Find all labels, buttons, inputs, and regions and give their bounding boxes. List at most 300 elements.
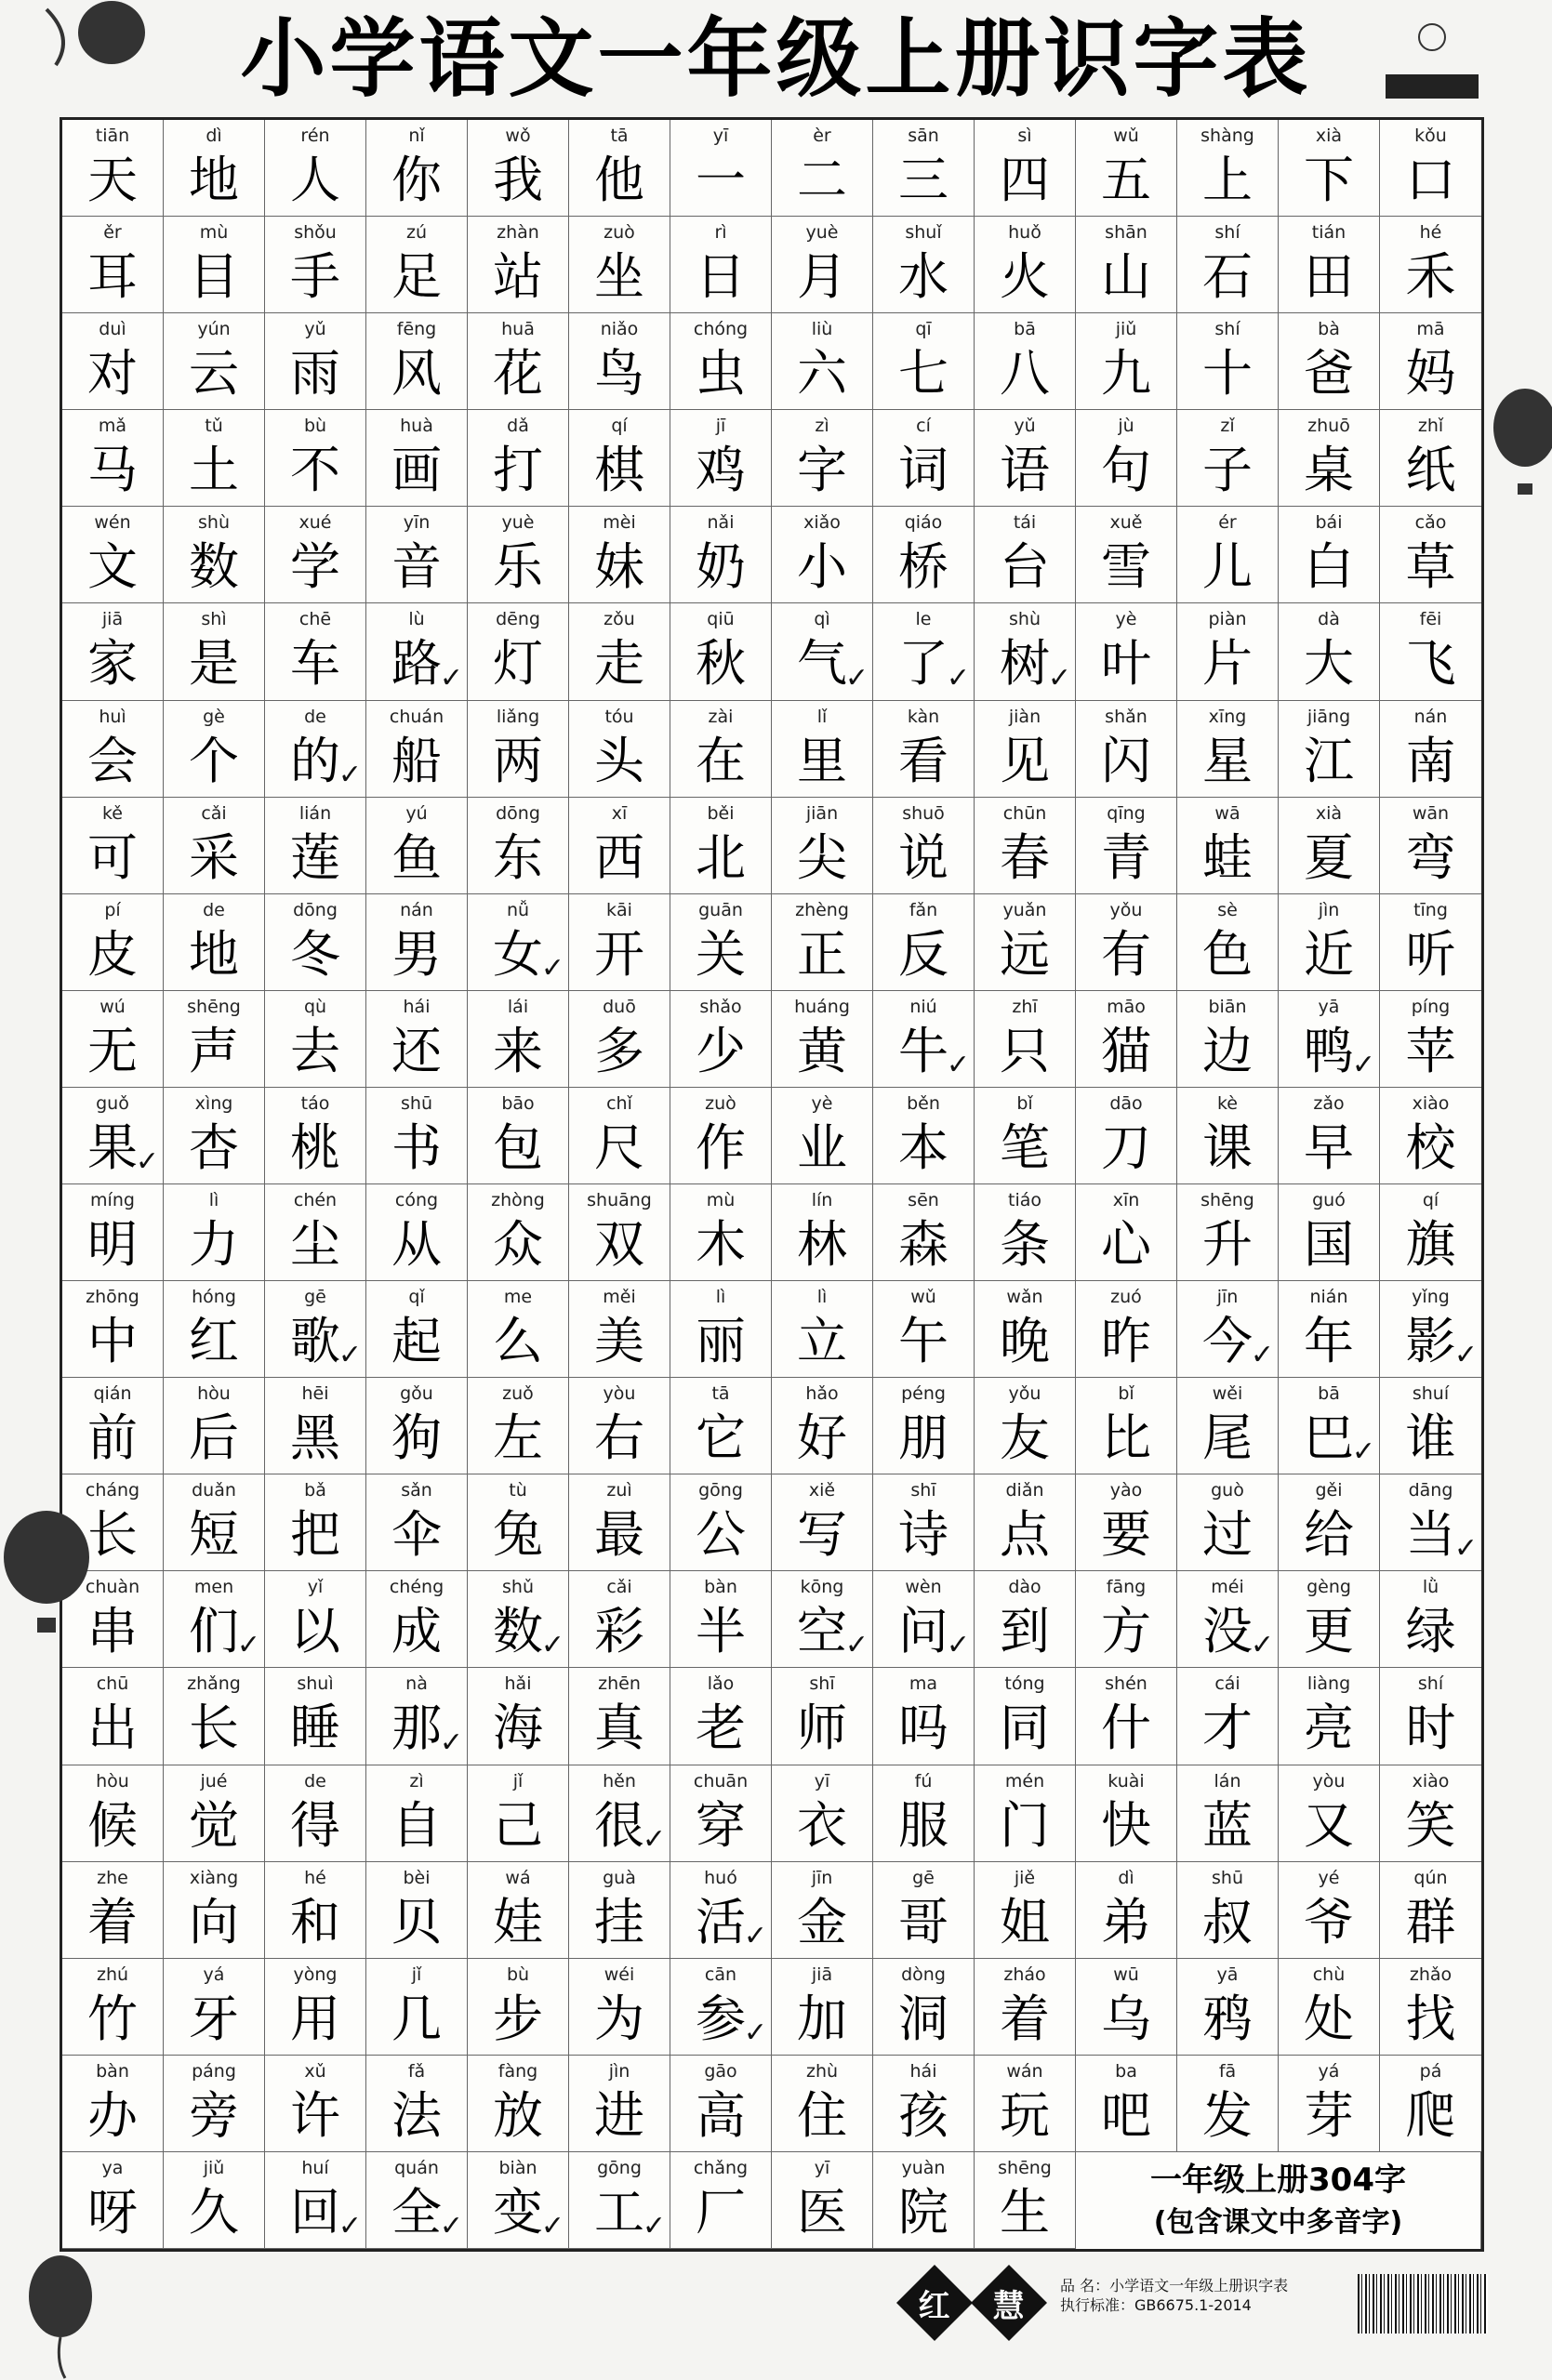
pinyin: yè	[811, 1092, 833, 1114]
pinyin: niú	[909, 996, 937, 1017]
char-cell	[1177, 894, 1279, 991]
hanzi: 右	[594, 1408, 644, 1468]
pinyin: yú	[405, 802, 428, 824]
hanzi: 着	[1000, 1989, 1050, 2048]
char-cell	[1380, 507, 1481, 603]
pinyin: xuě	[1109, 512, 1143, 534]
hanzi: 笑	[1405, 1795, 1456, 1855]
pinyin: zuǒ	[502, 1383, 534, 1405]
pinyin: zì	[815, 416, 829, 437]
char-cell	[975, 1088, 1076, 1184]
pinyin: yòu	[1312, 1770, 1346, 1792]
char-cell	[468, 2152, 569, 2249]
hanzi: 十	[1202, 344, 1253, 403]
hanzi: 鸦	[1202, 1989, 1253, 2048]
product-info	[1060, 2276, 1288, 2315]
char-cell	[1076, 1765, 1177, 1862]
pinyin: píng	[1411, 996, 1451, 1017]
char-cell	[975, 2056, 1076, 2152]
char-cell	[670, 217, 772, 313]
pinyin: cǎi	[201, 802, 227, 824]
char-cell	[62, 313, 164, 410]
hanzi: 近	[1304, 924, 1354, 984]
hanzi: 六	[797, 344, 847, 403]
hanzi: 尖	[797, 827, 847, 887]
char-cell	[873, 603, 975, 700]
hanzi: 变	[493, 2182, 543, 2241]
char-cell	[468, 603, 569, 700]
hanzi: 活	[696, 1892, 746, 1951]
char-cell	[164, 1959, 265, 2056]
pinyin: hēi	[301, 1383, 329, 1405]
hanzi: 串	[87, 1602, 138, 1661]
pinyin: piàn	[1208, 609, 1247, 630]
char-cell	[569, 1862, 670, 1959]
char-cell	[62, 991, 164, 1088]
hanzi: 男	[391, 924, 442, 984]
char-cell	[1380, 991, 1481, 1088]
hanzi: 森	[898, 1215, 948, 1274]
hanzi: 田	[1304, 247, 1354, 307]
hanzi: 禾	[1405, 247, 1456, 307]
pinyin: mèi	[603, 512, 636, 534]
hanzi: 同	[1000, 1699, 1050, 1758]
pinyin: měi	[603, 1287, 636, 1308]
pinyin: xià	[1315, 126, 1343, 146]
hanzi: 亮	[1304, 1699, 1354, 1758]
hanzi: 海	[493, 1699, 543, 1758]
char-cell	[468, 1184, 569, 1281]
pinyin: wǒ	[505, 126, 531, 146]
char-cell	[1076, 1088, 1177, 1184]
hanzi: 天	[87, 151, 138, 209]
char-cell	[1076, 313, 1177, 410]
pinyin: de	[304, 706, 326, 727]
hanzi: 用	[290, 1989, 340, 2048]
char-cell	[670, 313, 772, 410]
char-cell	[772, 217, 873, 313]
char-cell	[569, 313, 670, 410]
char-cell	[265, 1571, 366, 1668]
hanzi: 最	[594, 1505, 644, 1565]
char-cell	[468, 1474, 569, 1571]
pinyin: huā	[501, 319, 535, 340]
char-cell	[164, 410, 265, 507]
hanzi: 成	[391, 1602, 442, 1661]
pinyin: yī	[814, 1770, 830, 1792]
pinyin: shuǐ	[905, 222, 942, 244]
hanzi: 大	[1304, 634, 1354, 694]
char-cell	[772, 701, 873, 798]
char-cell	[62, 1184, 164, 1281]
char-cell	[1279, 120, 1380, 217]
char-cell	[569, 1281, 670, 1378]
hanzi: 办	[87, 2085, 138, 2145]
pinyin: wǔ	[910, 1287, 936, 1308]
char-cell	[1076, 1862, 1177, 1959]
hanzi: 立	[797, 1312, 847, 1371]
hanzi: 竹	[87, 1989, 138, 2048]
pinyin: gē	[912, 1867, 935, 1888]
hanzi: 处	[1304, 1989, 1354, 2048]
hanzi: 虫	[696, 344, 746, 403]
char-cell	[265, 120, 366, 217]
pinyin: wǎn	[1006, 1287, 1043, 1308]
pinyin: fú	[914, 1770, 933, 1792]
pinyin: gōng	[698, 1480, 743, 1501]
hanzi: 到	[1000, 1602, 1050, 1661]
pinyin: yòng	[293, 1964, 338, 1985]
hanzi: 群	[1405, 1892, 1456, 1951]
hanzi: 秋	[696, 634, 746, 694]
char-cell	[366, 2152, 468, 2249]
pinyin: shǒu	[294, 222, 337, 244]
char-cell	[468, 1959, 569, 2056]
hanzi: 石	[1202, 247, 1253, 307]
pinyin: chéng	[389, 1577, 444, 1598]
char-cell	[62, 120, 164, 217]
hanzi: 笔	[1000, 1117, 1050, 1177]
hanzi: 月	[797, 247, 847, 307]
hanzi: 里	[797, 731, 847, 790]
hanzi: 皮	[87, 924, 138, 984]
pinyin: zuó	[1110, 1287, 1142, 1308]
char-cell	[1279, 1668, 1380, 1765]
pinyin: yǐ	[307, 1577, 324, 1598]
char-cell	[265, 1668, 366, 1765]
hanzi: 黑	[290, 1408, 340, 1468]
char-cell	[164, 313, 265, 410]
pinyin: zhe	[97, 1867, 128, 1888]
pinyin: qì	[814, 609, 830, 630]
hanzi: 会	[87, 731, 138, 790]
pinyin: fā	[1218, 2060, 1237, 2082]
hanzi: 法	[391, 2085, 442, 2145]
hanzi: 还	[391, 1021, 442, 1080]
char-cell	[975, 1474, 1076, 1571]
char-cell	[1076, 120, 1177, 217]
pinyin: kǒu	[1414, 126, 1447, 146]
char-cell	[366, 217, 468, 313]
char-cell	[366, 1088, 468, 1184]
char-cell	[265, 1378, 366, 1474]
char-cell	[772, 313, 873, 410]
hanzi: 要	[1101, 1505, 1151, 1565]
char-cell	[975, 894, 1076, 991]
char-cell	[1076, 798, 1177, 894]
char-cell	[1177, 1571, 1279, 1668]
char-cell	[265, 991, 366, 1088]
hanzi: 学	[290, 537, 340, 597]
hanzi: 心	[1101, 1215, 1151, 1274]
pinyin: lì	[715, 1287, 726, 1308]
pinyin: tián	[1311, 222, 1346, 244]
hanzi: 无	[87, 1021, 138, 1080]
char-cell	[975, 2152, 1076, 2249]
hanzi: 采	[189, 827, 239, 887]
hanzi: 路	[391, 634, 442, 694]
hanzi: 风	[391, 344, 442, 403]
hanzi: 全	[391, 2182, 442, 2241]
char-cell	[468, 1281, 569, 1378]
char-cell	[873, 507, 975, 603]
pinyin: yá	[203, 1964, 225, 1985]
hanzi: 没	[1202, 1602, 1253, 1661]
pinyin: qiáo	[904, 512, 943, 534]
pinyin: sè	[1217, 899, 1238, 920]
hanzi: 参	[696, 1989, 746, 2048]
char-cell	[873, 1281, 975, 1378]
pinyin: huó	[704, 1867, 737, 1888]
pinyin: shàng	[1200, 126, 1254, 146]
hanzi: 后	[189, 1408, 239, 1468]
pinyin: sì	[1017, 126, 1032, 146]
hanzi: 地	[189, 151, 239, 209]
pinyin: qún	[1413, 1867, 1448, 1888]
hanzi: 了	[898, 634, 948, 694]
hanzi: 四	[1000, 151, 1050, 209]
char-cell	[468, 798, 569, 894]
hanzi: 口	[1405, 151, 1456, 209]
char-cell	[975, 1765, 1076, 1862]
char-cell	[265, 1184, 366, 1281]
char-cell	[164, 1378, 265, 1474]
hanzi: 词	[898, 441, 948, 500]
char-cell	[366, 1184, 468, 1281]
pinyin: tóng	[1004, 1673, 1045, 1695]
hanzi: 今	[1202, 1312, 1253, 1371]
pinyin: liǎng	[496, 706, 540, 727]
hanzi: 马	[87, 441, 138, 500]
pinyin: shǎo	[699, 996, 742, 1017]
char-cell	[265, 410, 366, 507]
pinyin: lán	[1214, 1770, 1241, 1792]
char-cell	[569, 701, 670, 798]
hanzi: 着	[87, 1892, 138, 1951]
char-cell	[265, 1474, 366, 1571]
char-cell	[265, 1959, 366, 2056]
char-cell	[1380, 701, 1481, 798]
hanzi: 以	[290, 1602, 340, 1661]
pinyin: lǐ	[816, 706, 828, 727]
hanzi: 星	[1202, 731, 1253, 790]
balloon-decoration-icon	[37, 0, 149, 74]
hanzi: 你	[391, 151, 442, 209]
hanzi: 挂	[594, 1892, 644, 1951]
char-cell	[975, 313, 1076, 410]
char-cell	[265, 1088, 366, 1184]
hanzi: 发	[1202, 2085, 1253, 2145]
char-cell	[164, 2152, 265, 2249]
pinyin: dì	[206, 126, 222, 146]
pinyin: bàn	[96, 2060, 129, 2082]
hanzi: 左	[493, 1408, 543, 1468]
hanzi: 日	[696, 247, 746, 307]
pinyin: zhǎng	[187, 1673, 241, 1695]
pinyin: lái	[507, 996, 529, 1017]
hanzi: 老	[696, 1699, 746, 1758]
hanzi: 门	[1000, 1795, 1050, 1855]
char-cell	[1177, 603, 1279, 700]
pinyin: hǎo	[805, 1383, 839, 1405]
hanzi: 快	[1101, 1795, 1151, 1855]
hanzi: 医	[797, 2182, 847, 2241]
hanzi: 车	[290, 634, 340, 694]
pinyin: nǐ	[408, 126, 425, 146]
hanzi: 公	[696, 1505, 746, 1565]
hanzi: 半	[696, 1602, 746, 1661]
summary-note: (包含课文中多音字)	[1153, 2205, 1403, 2239]
char-cell	[468, 217, 569, 313]
char-cell	[975, 410, 1076, 507]
char-cell	[975, 217, 1076, 313]
char-cell	[265, 217, 366, 313]
hanzi: 气	[797, 634, 847, 694]
hanzi: 和	[290, 1892, 340, 1951]
char-cell	[1076, 1281, 1177, 1378]
pinyin: chuān	[693, 1770, 749, 1792]
pinyin: hé	[1419, 222, 1442, 244]
pinyin: fēi	[1419, 609, 1442, 630]
char-cell	[62, 1668, 164, 1765]
char-cell	[468, 507, 569, 603]
char-cell	[164, 1862, 265, 1959]
summary-count: 一年级上册304字	[1150, 2161, 1406, 2199]
char-cell	[873, 2056, 975, 2152]
pinyin: tǔ	[205, 416, 223, 437]
hanzi: 音	[391, 537, 442, 597]
char-cell	[164, 120, 265, 217]
pinyin: sēn	[908, 1190, 939, 1210]
char-cell	[1177, 798, 1279, 894]
hanzi: 弯	[1405, 827, 1456, 887]
hanzi: 几	[391, 1989, 442, 2048]
hanzi: 条	[1000, 1215, 1050, 1274]
char-cell	[1076, 410, 1177, 507]
hanzi: 中	[87, 1312, 138, 1371]
pinyin: jī	[715, 416, 726, 437]
hanzi: 手	[290, 247, 340, 307]
char-cell	[1279, 991, 1380, 1088]
hanzi: 儿	[1202, 537, 1253, 597]
char-cell	[975, 603, 1076, 700]
char-cell	[468, 894, 569, 991]
char-cell	[1076, 1378, 1177, 1474]
hanzi: 己	[493, 1795, 543, 1855]
hanzi: 牙	[189, 1989, 239, 2048]
hanzi: 一	[696, 151, 746, 209]
hanzi: 那	[391, 1699, 442, 1758]
char-cell	[1279, 217, 1380, 313]
char-cell	[1380, 894, 1481, 991]
char-cell	[1380, 1959, 1481, 2056]
hanzi: 的	[290, 731, 340, 790]
char-cell	[1076, 217, 1177, 313]
pinyin: wǔ	[1113, 126, 1139, 146]
pinyin: hòu	[96, 1770, 129, 1792]
hanzi: 方	[1101, 1602, 1151, 1661]
pinyin: zhōng	[86, 1287, 139, 1308]
hanzi: 前	[87, 1408, 138, 1468]
pinyin: bèi	[403, 1867, 431, 1888]
pinyin: xī	[611, 802, 628, 824]
char-cell	[1177, 507, 1279, 603]
pinyin: fǎ	[407, 2060, 426, 2082]
hanzi: 国	[1304, 1215, 1354, 1274]
hanzi: 力	[189, 1215, 239, 1274]
pinyin: páng	[192, 2060, 236, 2082]
char-cell	[62, 2056, 164, 2152]
pinyin: mǎ	[98, 416, 127, 437]
pinyin: lián	[298, 802, 332, 824]
char-cell	[1380, 120, 1481, 217]
char-cell	[265, 603, 366, 700]
pinyin: mén	[1004, 1770, 1045, 1792]
pinyin: qù	[303, 996, 327, 1017]
pinyin: xiǎo	[803, 512, 841, 534]
pinyin: guān	[698, 899, 743, 920]
char-cell	[1279, 1088, 1380, 1184]
pinyin: māo	[1107, 996, 1146, 1017]
pinyin: èr	[813, 126, 831, 146]
char-cell	[569, 217, 670, 313]
char-cell	[670, 701, 772, 798]
char-cell	[873, 1765, 975, 1862]
pinyin: jīn	[811, 1867, 833, 1888]
hanzi: 把	[290, 1505, 340, 1565]
char-cell	[670, 1088, 772, 1184]
char-cell	[772, 1474, 873, 1571]
pinyin: shēng	[187, 996, 241, 1017]
pinyin: cān	[704, 1964, 737, 1985]
hanzi: 耳	[87, 247, 138, 307]
pinyin: quán	[394, 2157, 439, 2178]
pinyin: yī	[712, 126, 729, 146]
char-cell	[975, 1378, 1076, 1474]
pinyin: méi	[1211, 1577, 1244, 1598]
pinyin: jiāng	[1307, 706, 1351, 727]
char-cell	[164, 1571, 265, 1668]
char-cell	[1279, 1184, 1380, 1281]
hanzi: 小	[797, 537, 847, 597]
char-cell	[265, 507, 366, 603]
hanzi: 句	[1101, 441, 1151, 500]
char-cell	[772, 1184, 873, 1281]
pinyin: dào	[1008, 1577, 1041, 1598]
hanzi: 杏	[189, 1117, 239, 1177]
char-cell	[569, 507, 670, 603]
pinyin: dōng	[496, 802, 540, 824]
pinyin: xiàng	[189, 1867, 239, 1888]
hanzi: 雪	[1101, 537, 1151, 597]
pinyin: xìng	[194, 1092, 233, 1114]
char-cell	[670, 120, 772, 217]
hanzi: 从	[391, 1215, 442, 1274]
hanzi: 东	[493, 827, 543, 887]
char-cell	[873, 120, 975, 217]
pinyin: bāo	[501, 1092, 535, 1114]
pinyin: zhú	[96, 1964, 129, 1985]
char-cell	[468, 1571, 569, 1668]
hanzi: 关	[696, 924, 746, 984]
hanzi: 校	[1405, 1117, 1456, 1177]
char-cell	[670, 1474, 772, 1571]
pinyin: yā	[1216, 1964, 1239, 1985]
summary-box	[1076, 2152, 1481, 2249]
char-cell	[772, 507, 873, 603]
hanzi: 工	[594, 2182, 644, 2241]
char-cell	[62, 1378, 164, 1474]
